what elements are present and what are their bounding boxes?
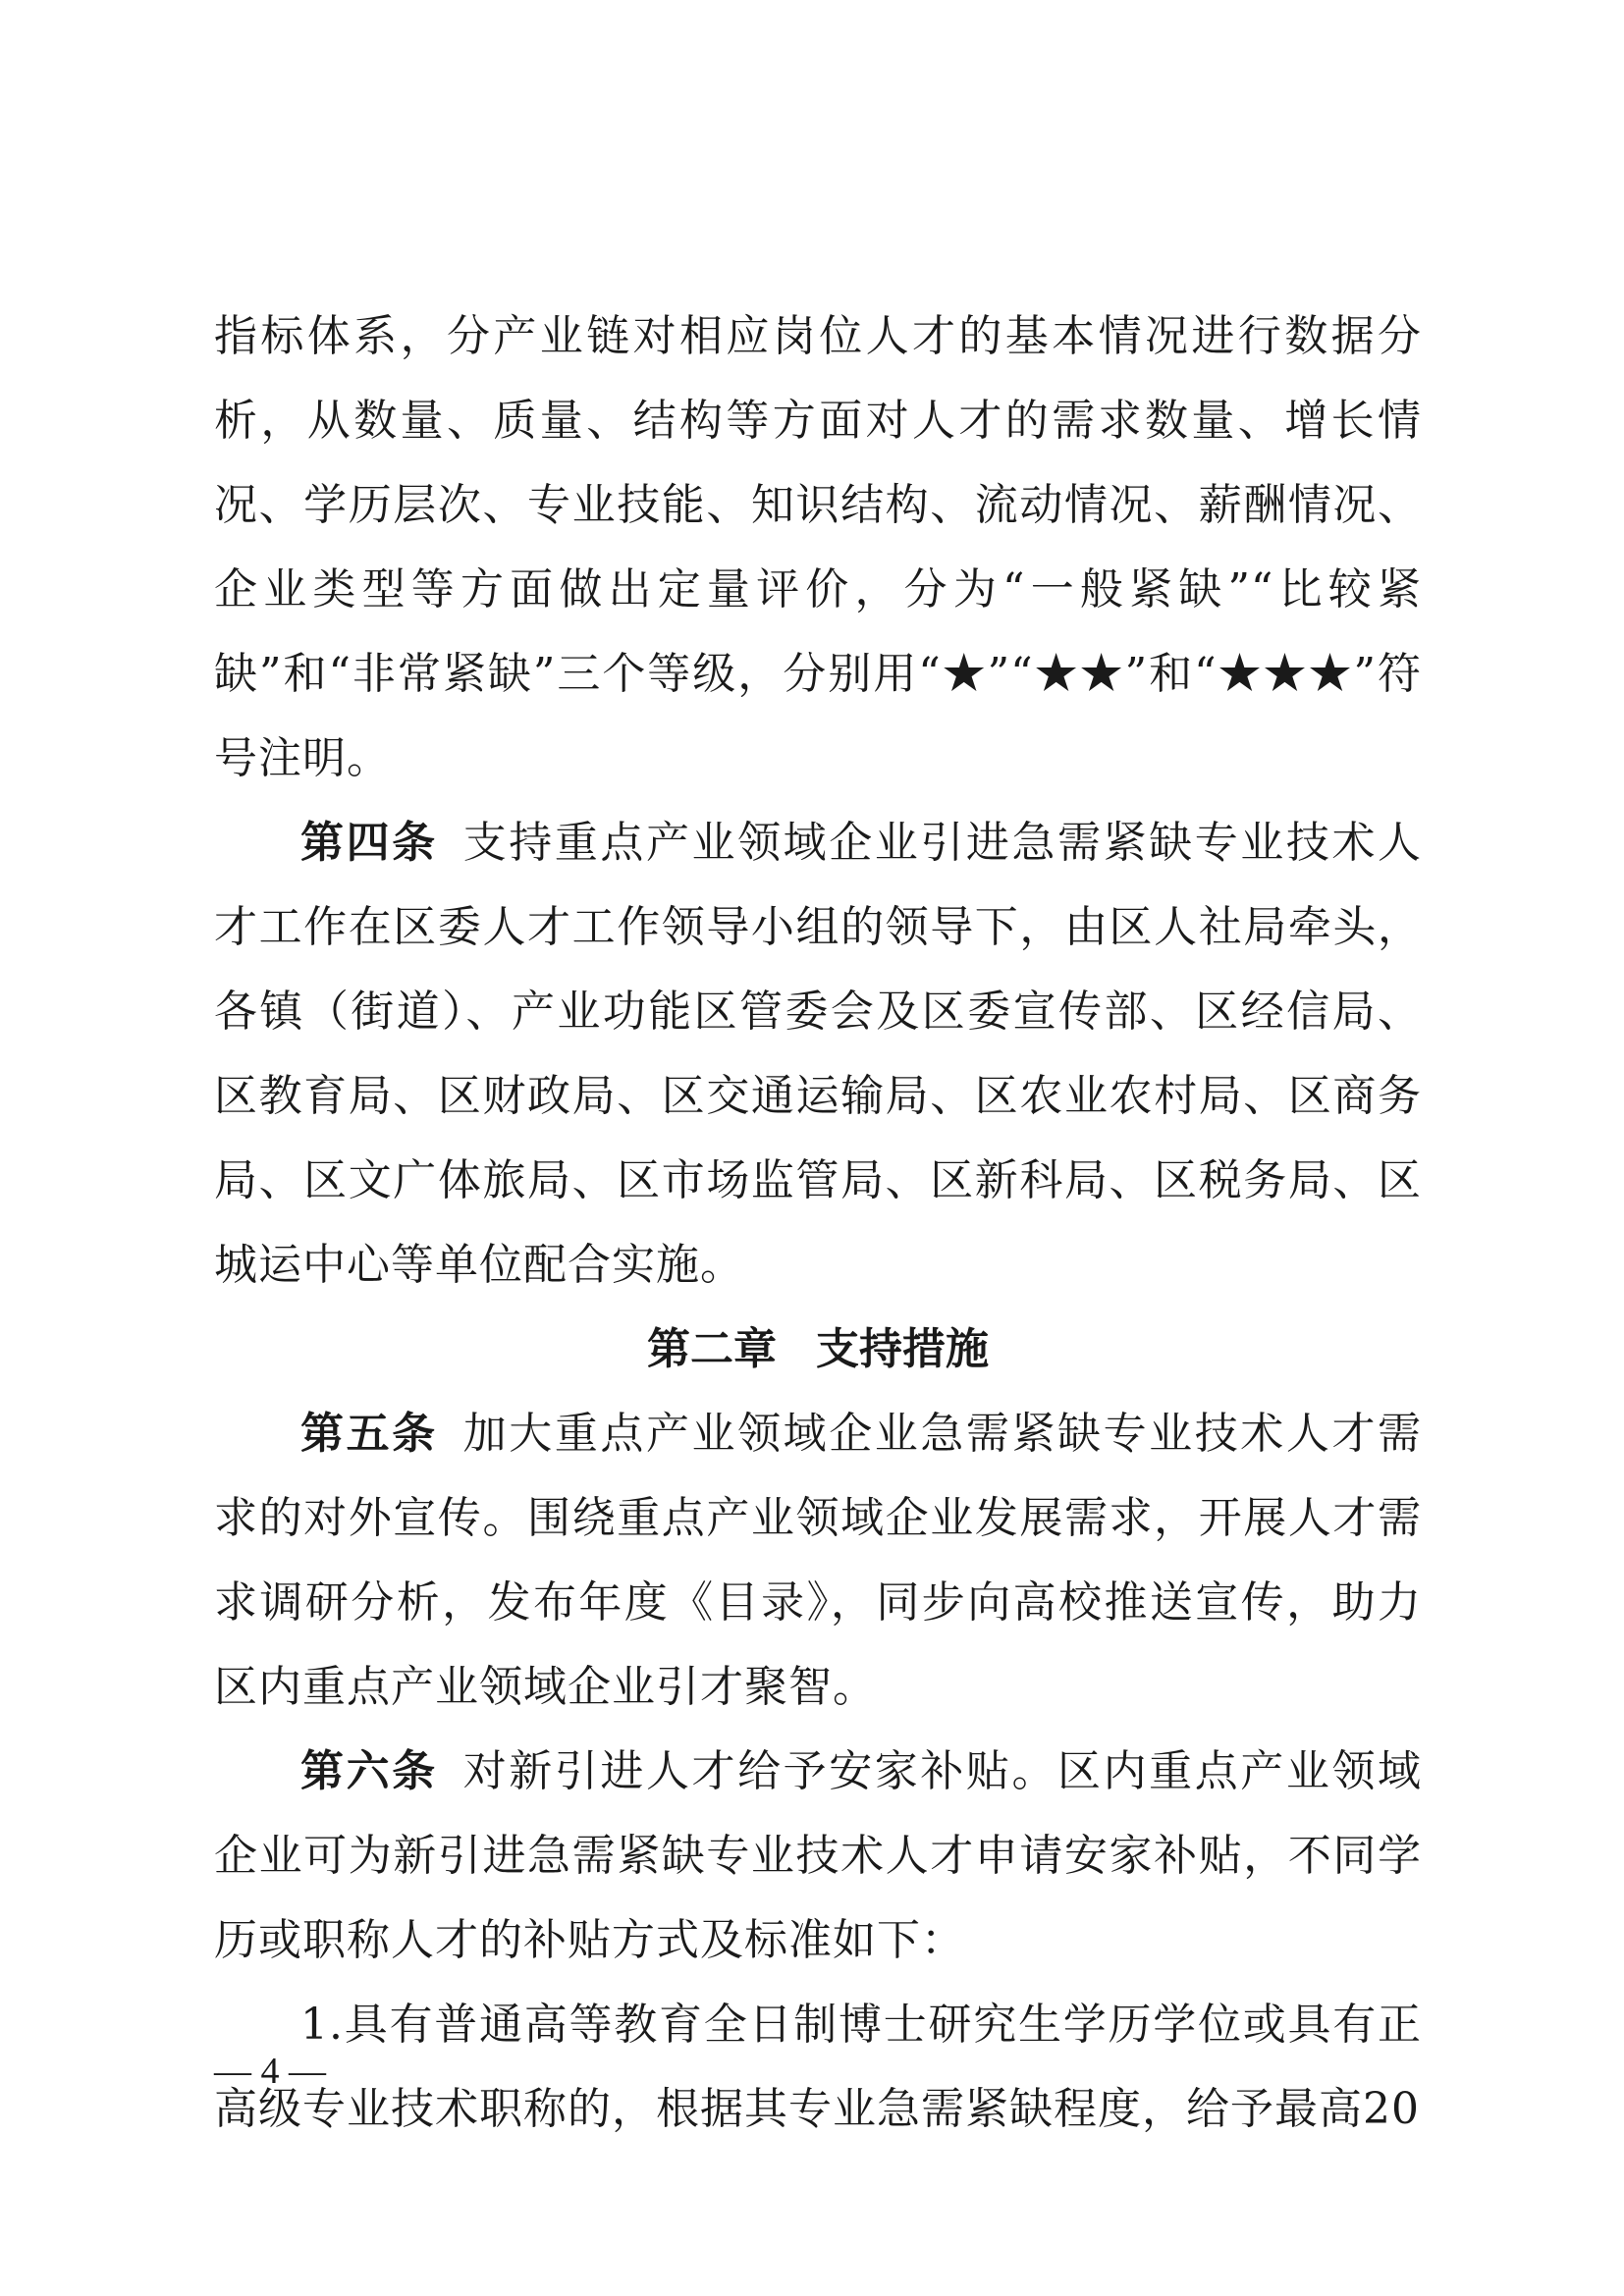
- chapter-number: 第二章: [647, 1324, 777, 1374]
- article-text: 加大重点产业领域企业急需紧缺专业技术人才需求的对外宣传。围绕重点产业领域企业发展需求，开展人才需求调研分析，发布年度《目录》，同步向高校推送宣传，助力区内重点产业领域企业引才聚智。: [214, 1409, 1423, 1712]
- article-6: [214, 1730, 1422, 1983]
- article-number: 第六条: [300, 1746, 438, 1796]
- article-number: 第四条: [300, 818, 438, 868]
- article-4: [214, 801, 1422, 1308]
- article-text: 支持重点产业领域企业引进急需紧缺专业技术人才工作在区委人才工作领导小组的领导下，由区人社局牵头，各镇（街道）、产业功能区管委会及区委宣传部、区经信局、区教育局、区财政局、区交通运输局、区农业农村局、区商务局、区文广体旅局、区市场监管局、区新科局、区税务局、区城运中心等单位配合实施。: [214, 818, 1423, 1290]
- article-number: 第五条: [300, 1409, 438, 1459]
- list-item-1: 1.具有普通高等教育全日制博士研究生学历学位或具有正高级专业技术职称的，根据其专业急需紧缺程度，给予最高20: [214, 2000, 1422, 2134]
- page-number: — 4 —: [214, 2051, 326, 2092]
- chapter-title: 支持措施: [816, 1324, 989, 1374]
- article-text: 对新引进人才给予安家补贴。区内重点产业领域企业可为新引进急需紧缺专业技术人才申请安家补贴，不同学历或职称人才的补贴方式及标准如下：: [214, 1746, 1423, 1965]
- paragraph-continuation: 指标体系，分产业链对相应岗位人才的基本情况进行数据分析，从数量、质量、结构等方面对人才的需求数量、增长情况、学历层次、专业技能、知识结构、流动情况、薪酬情况、企业类型等方面做出定量评价，分为“一般紧缺”“比较紧缺”和“非常紧缺”三个等级，分别用“★”“★★”和“★★★”符号注明。: [214, 311, 1422, 783]
- chapter-heading: [214, 1308, 1422, 1392]
- article-5: [214, 1392, 1422, 1730]
- document-body: [214, 294, 1422, 2152]
